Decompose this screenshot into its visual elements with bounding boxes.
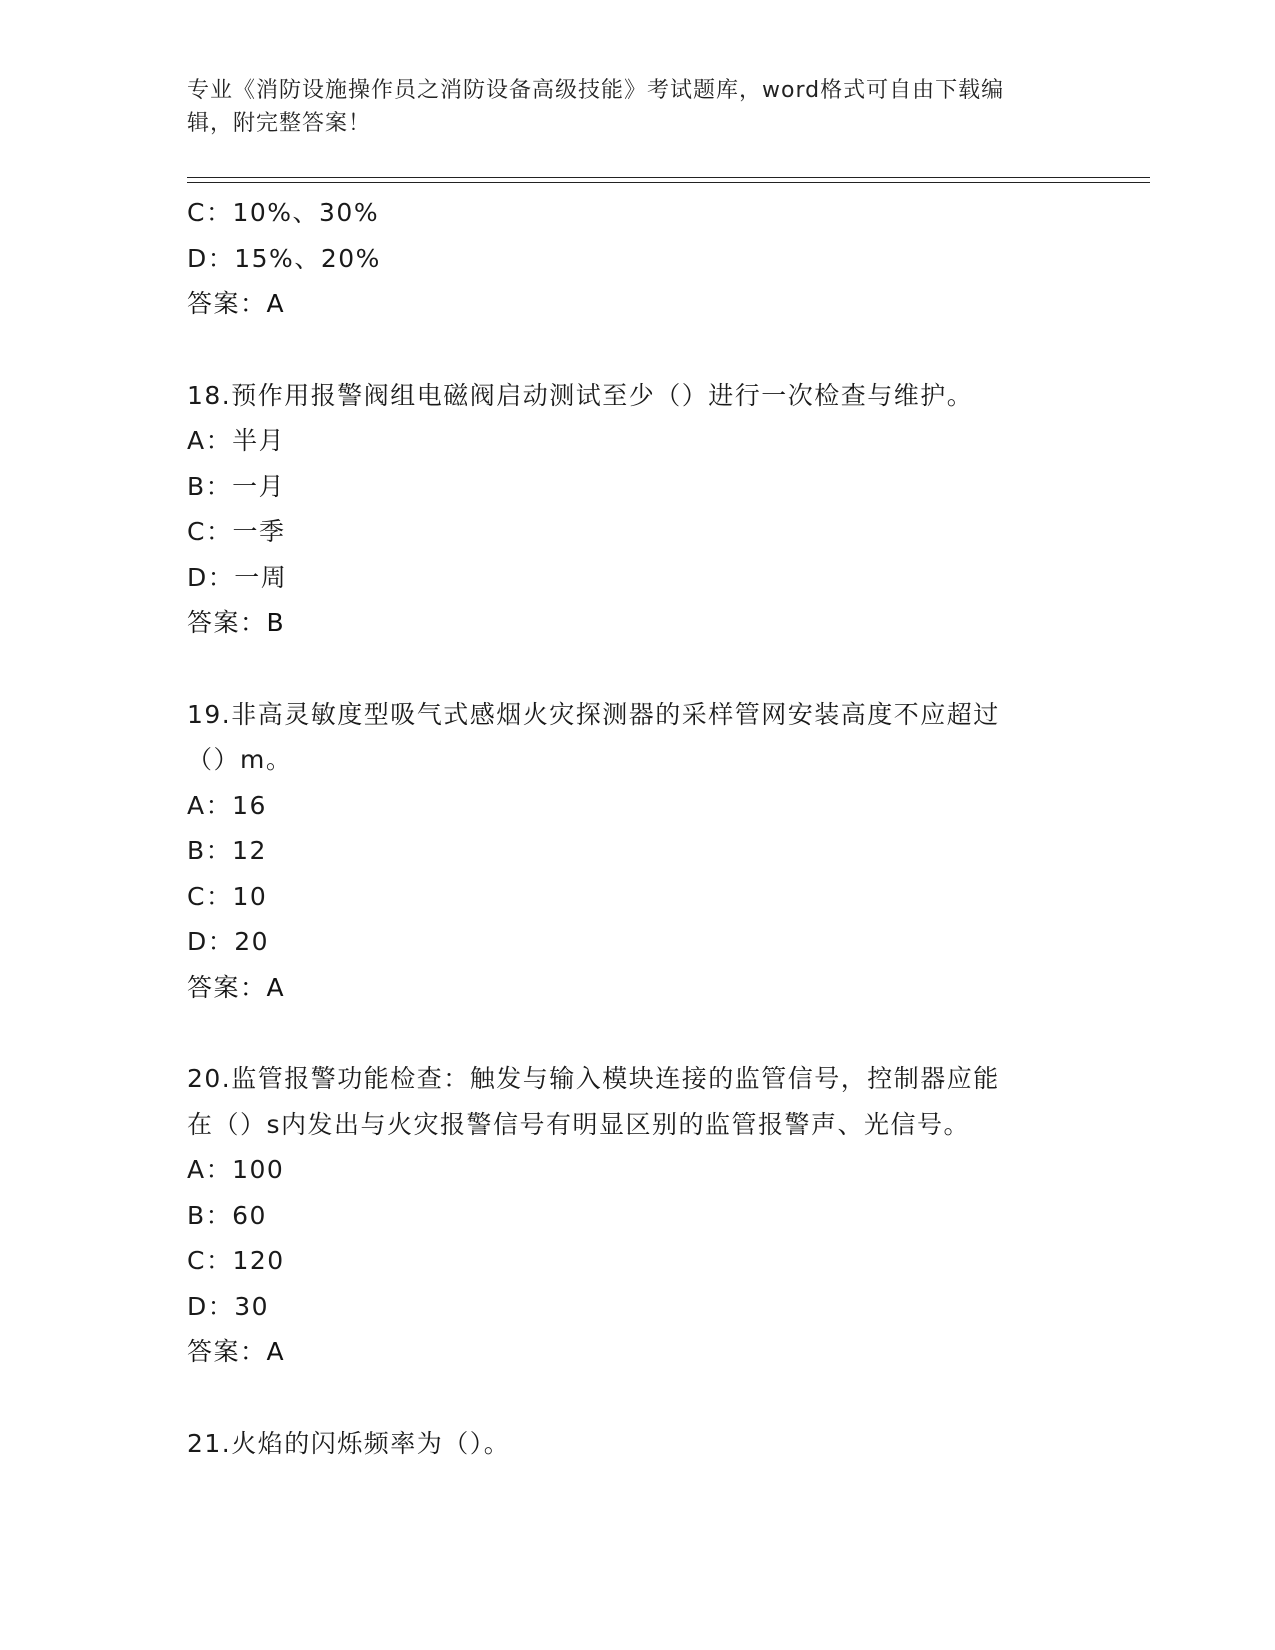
q20-option-a: A：100: [187, 1155, 285, 1184]
spacer: [187, 327, 1087, 373]
q19-option-d: D：20: [187, 927, 270, 956]
q19-option-c: C：10: [187, 881, 268, 911]
q18-answer: 答案：B: [187, 608, 286, 637]
q18-option-a: A：半月: [187, 426, 286, 455]
question-19: [187, 692, 1087, 1011]
question-21: [187, 1421, 1087, 1467]
q18-option-c: C：一季: [187, 517, 286, 546]
q18-option-d: D：一周: [187, 562, 288, 592]
q19-question-line-1: 19.非高灵敏度型吸气式感烟火灾探测器的采样管网安装高度不应超过: [187, 699, 1000, 729]
q20-option-c: C：120: [187, 1246, 285, 1275]
spacer: [187, 646, 1087, 692]
q19-option-b: B：12: [187, 836, 267, 865]
header-line-1: 专业《消防设施操作员之消防设备高级技能》考试题库，word格式可自由下载编: [187, 78, 1005, 103]
q21-question: 21.火焰的闪烁频率为（）。: [187, 1428, 511, 1458]
header-line-2: 辑，附完整答案！: [187, 111, 372, 136]
header-rule-top: [187, 177, 1150, 178]
question-17: [187, 190, 1087, 327]
question-18: [187, 373, 1087, 646]
q18-question: 18.预作用报警阀组电磁阀启动测试至少（）进行一次检查与维护。: [187, 380, 974, 410]
q19-option-a: A：16: [187, 790, 267, 820]
exam-content: [187, 190, 1087, 1466]
q20-question-line-1: 20.监管报警功能检查：触发与输入模块连接的监管信号，控制器应能: [187, 1064, 1000, 1093]
spacer: [187, 1010, 1087, 1056]
q17-option-c: C：10%、30%: [187, 198, 380, 227]
spacer: [187, 1375, 1087, 1421]
q20-option-d: D：30: [187, 1291, 270, 1321]
q17-option-d: D：15%、20%: [187, 243, 381, 273]
q20-question-line-2: 在（）s内发出与火灾报警信号有明显区别的监管报警声、光信号。: [187, 1109, 971, 1139]
q17-answer: 答案：A: [187, 289, 286, 318]
header-rule-bottom: [187, 182, 1150, 183]
q19-question-line-2: （）m。: [187, 745, 293, 774]
q18-option-b: B：一月: [187, 471, 286, 501]
page-header: [187, 74, 1067, 140]
q20-option-b: B：60: [187, 1200, 267, 1230]
q19-answer: 答案：A: [187, 972, 286, 1002]
question-20: [187, 1056, 1087, 1375]
q20-answer: 答案：A: [187, 1337, 286, 1366]
